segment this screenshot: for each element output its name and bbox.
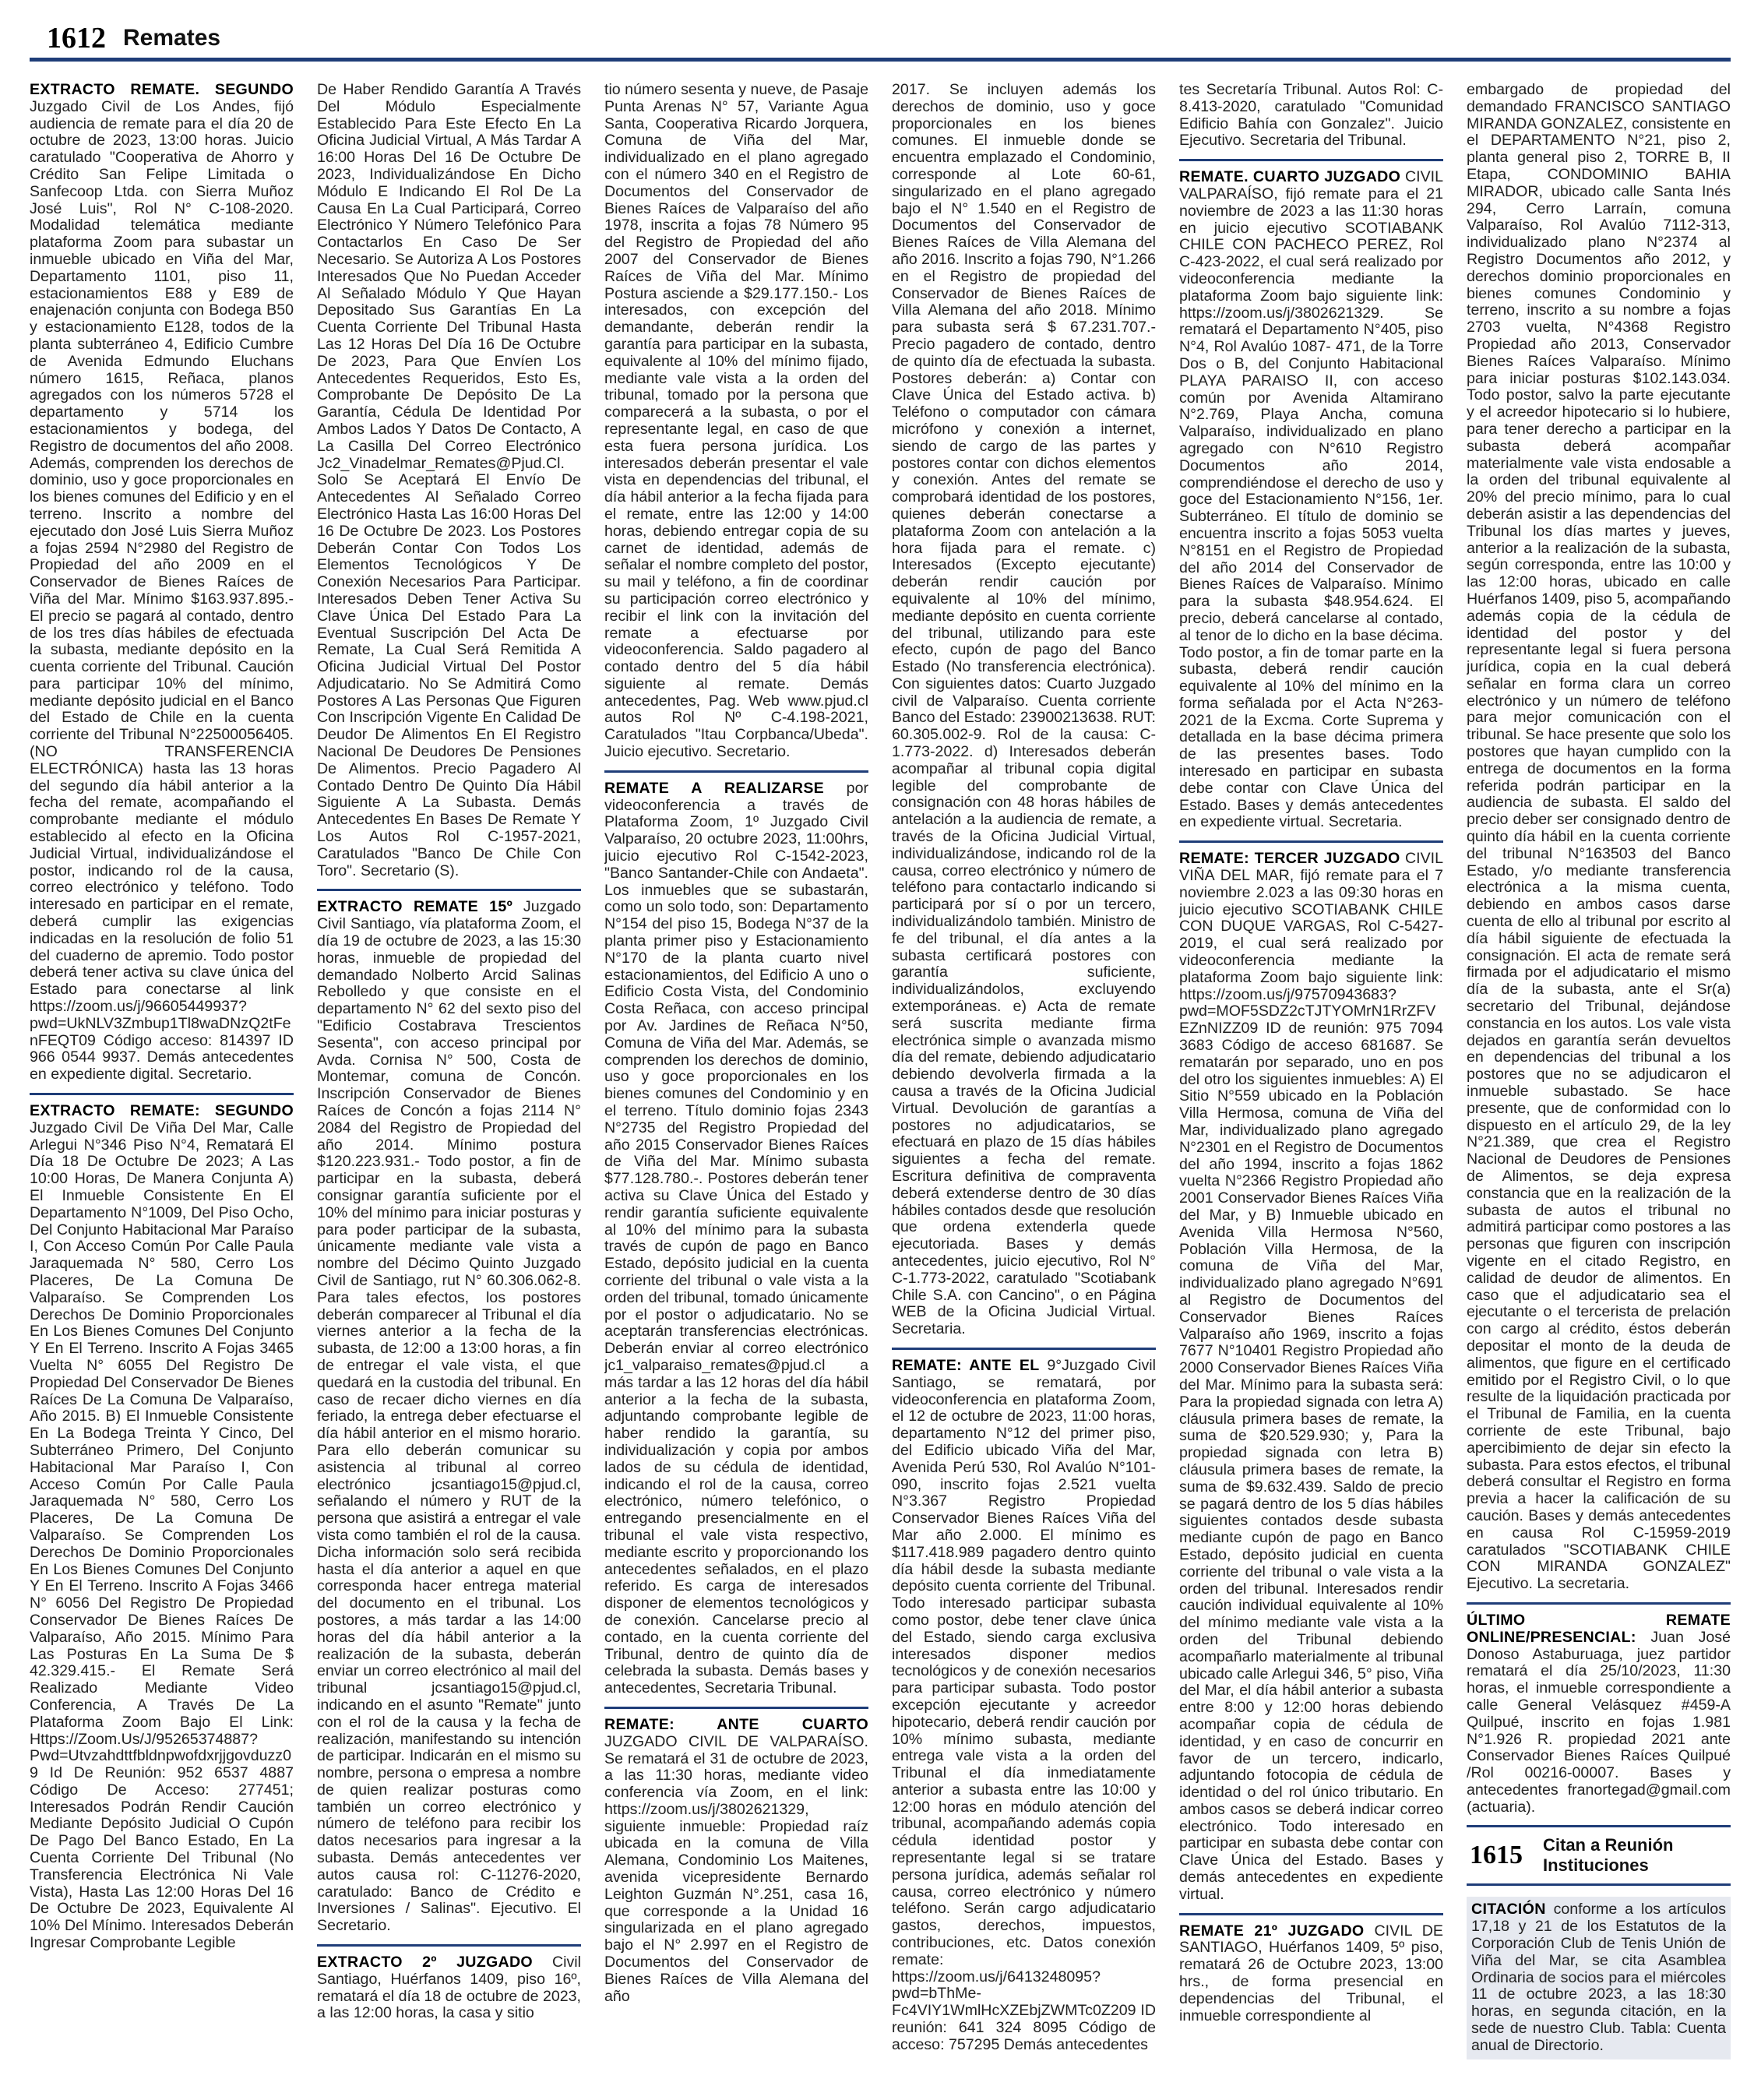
- notice: [30, 1103, 294, 1952]
- notice-body: tes Secretaría Tribunal. Autos Rol: C-8.413-2020, caratulado "Comunidad Edificio Bahía con Gonzalez". Juicio Ejecutivo. Secretaria del Tribunal.: [1179, 82, 1443, 150]
- notice-divider: [1179, 840, 1443, 843]
- notice-lead: EXTRACTO 2º JUZGADO: [317, 1954, 533, 1971]
- notice: [604, 780, 868, 1697]
- notice-lead: EXTRACTO REMATE. SEGUNDO: [30, 82, 294, 98]
- notice-divider: [1179, 159, 1443, 161]
- notice-divider: [30, 1093, 294, 1095]
- notice-body: Juzgado Civil De Viña Del Mar, Calle Arlegui N°346 Piso N°4, Rematará El Día 18 De Octubre De 2023; A Las 10:00 Horas, De Manera Conjunta A) El Inmueble Consistente En El Departamento N°1009, Del Piso Ocho, Del Conjunto Habitacional Mar Paraíso I, Con Acceso Común Por Calle Paula Jaraquemada N° 580, Cerro Los Placeres, De La Comuna De Valparaíso. Se Comprenden Los Derechos De Dominio Proporcionales En Los Bienes Comunes Del Conjunto Y En El Terreno. Inscrito A Fojas 3465 Vuelta N° 6055 Del Registro De Propiedad Del Conservador De Bienes Raíces De La Comuna De Valparaíso, Año 2015. B) El Inmueble Consistente En La Bodega Treinta Y Cinco, Del Subterráneo Primero, Del Conjunto Habitacional Mar Paraíso I, Con Acceso Común Por Calle Paula Jaraquemada N° 580, Cerro Los Placeres, De La Comuna De Valparaíso. Se Comprenden Los Derechos De Dominio Proporcionales En Los Bienes Comunes Del Conjunto Y En El Terreno. Inscrito A Fojas 3466 N° 6056 Del Registro De Propiedad Conservador De Bienes Raíces De Valparaíso, Año 2015. Mínimo Para Las Posturas En La Suma De $ 42.329.415.- El Remate Será Realizado Mediante Video Conferencia, A Través De La Plataforma Zoom Bajo El Link: Https://Zoom.Us/J/95265374887?Pwd=Utvzahdttfbldnpwofdxrjjgovduzz09 Id De Reunión: 952 6537 4887 Código De Acceso: 277451; Interesados Podrán Rendir Caución Mediante Depósito Judicial O Cupón De Pago Del Banco Estado, En La Cuenta Corriente Del Tribunal (No Transferencia Electrónica Ni Vale Vista), Hasta Las 12:00 Horas Del 16 De Octubre De 2023, Equivalente Al 10% Del Mínimo. Interesados Deberán Ingresar Comprobante Legible: [30, 1119, 294, 1952]
- column-1: [30, 82, 294, 2076]
- notice-body: JUZGADO CIVIL DE VALPARAÍSO. Se rematará el 31 de octubre de 2023, a las 11:30 horas, mediante video conferencia vía Zoom, en el link: https://zoom.us/j/3802621329, siguiente inmueble: Propiedad raíz ubicada en la comuna de Villa Alemana, Condominio Los Maitenes, avenida vicepresidente Bernardo Leighton Guzmán N°.251, casa 16, que corresponde a la Unidad 16 singularizada en el plano agregado bajo el N° 2.997 en el Registro de Documentos del Conservador de Bienes Raíces de Villa Alemana del año: [604, 1732, 868, 2005]
- notice-body: tio número sesenta y nueve, de Pasaje Punta Arenas N° 57, Variante Agua Santa, Cooperativa Ricardo Jorquera, Comuna de Viña del Mar, individualizado en el plano agregado con el número 340 en el Registro de Documentos del Conservador de Bienes Raíces de Valparaíso del año 1978, inscrita a fojas 78 Número 95 del Registro de Propiedad del año 2007 del Conservador de Bienes Raíces de Viña del Mar. Mínimo Postura asciende a $29.177.150.- Los interesados, con excepción del demandante, deberán rendir la garantía para participar en la subasta, equivalente al 10% del mínimo fijado, mediante vale vista a la orden del tribunal, tomado por la persona que comparecerá a la subasta, o por el representante legal, en caso de que esta fuera persona jurídica. Los interesados deberán presentar el vale vista en dependencias del tribunal, el día hábil anterior a la fecha fijada para el remate, entre las 12:00 y 14:00 horas, debiendo entregar copia de su carnet de identidad, además de señalar el nombre completo del postor, su mail y teléfono, a fin de coordinar su participación correo electrónico y recibir el link con la invitación del remate a efectuarse por videoconferencia. Saldo pagadero al contado dentro del 5 día hábil siguiente al remate. Demás antecedentes, Pag. Web www.pjud.cl autos Rol Nº C-4.198-2021, Caratulados "Itau Corpbanca/Ubeda". Juicio ejecutivo. Secretario.: [604, 82, 868, 761]
- column-4: [892, 82, 1156, 2076]
- notice-lead: ÚLTIMO REMATE ONLINE/PRESENCIAL:: [1467, 1611, 1731, 1646]
- notice: [317, 1954, 581, 2022]
- column-6: [1467, 82, 1731, 2076]
- notice: [317, 82, 581, 879]
- notice-lead: REMATE. CUARTO JUZGADO: [1179, 168, 1401, 186]
- notice-divider: [604, 1707, 868, 1709]
- notice-divider: [1467, 1602, 1731, 1605]
- notice: [1467, 82, 1731, 1593]
- notice-body: conforme a los artículos 17,18 y 21 de los Estatutos de la Corporación Club de Tenis Unión de Viña del Mar, se cita Asamblea Ordinaria de socios para el miércoles 11 de octubre 2023, a las 18:30 horas, en segunda citación, en la sede de nuestro Club. Tabla: Cuenta anual de Directorio.: [1471, 1901, 1726, 2054]
- notice: [604, 1717, 868, 2006]
- notice-lead: REMATE 21º JUZGADO: [1179, 1922, 1365, 1940]
- notice-divider: [317, 1944, 581, 1947]
- notice: [1179, 1923, 1443, 2025]
- classified-columns: [30, 82, 1731, 2076]
- notice-body: CIVIL VIÑA DEL MAR, fijó remate para el 7 noviembre 2.023 a las 09:30 horas en juicio ejecutivo SCOTIABANK CHILE CON DUQUE VARGAS, Rol C-5427-2019, el cual será realizado por videoconferencia mediante la plataforma Zoom bajo siguiente link: https://zoom.us/j/97570943683?pwd=MOF5SDZ2cTJTYOMrN1RrZFVEZnNIZZ09 ID de reunión: 975 7094 3683 Código de acceso 681687. Se rematarán por separado, uno en pos del otro los siguientes inmuebles: A) El Sitio N°559 ubicado en la Población Villa Hermosa, comuna de Viña del Mar, individualizado plano agregado N°2301 en el Registro de Documentos del año 1994, inscrito a fojas 1862 vuelta N°2366 Registro Propiedad año 2001 Conservador Bienes Raíces Viña del Mar, y B) Inmueble ubicado en Avenida Villa Hermosa N°560, Población Villa Hermosa, de la comuna de Viña del Mar, individualizado plano agregado N°691 al Registro de Documentos del Conservador Bienes Raíces Valparaíso año 1969, inscrito a fojas 7677 N°10401 Registro Propiedad año 2000 Conservador Bienes Raíces Viña del Mar. Mínimo para la subasta será: Para la propiedad signada con letra A) cláusula primera bases de remate, la suma de $20.529.930; y, Para la propiedad signada con letra B) cláusula primera bases de remate, la suma de $9.632.439. Saldo de precio se pagará dentro de los 5 días hábiles siguientes contados desde subasta mediante cupón de pago en Banco Estado, depósito judicial en cuenta corriente del tribunal o vale vista a la orden del tribunal. Interesados rendir caución individual equivalente al 10% del mínimo mediante vale vista a la orden del Tribunal debiendo acompañarlo materialmente al tribunal ubicado calle Arlegui 346, 5° piso, Viña del Mar, el día hábil anterior a subasta entre 8:00 y 12:00 horas debiendo acompañar copia de cédula de identidad, y en caso de concurrir en favor de un tercero, indicarlo, adjuntando fotocopia de cédula de identidad o del rol único tributario. En ambos casos se deberá indicar correo electrónico. Todo interesado en participar en subasta debe contar con Clave Única del Estado. Bases y demás antecedentes en expediente virtual.: [1179, 850, 1443, 1903]
- notice-divider: [604, 770, 868, 773]
- notice: [30, 82, 294, 1083]
- column-5: [1179, 82, 1443, 2076]
- notice-body: 2017. Se incluyen además los derechos de dominio, uso y goce proporcionales en los bienes comunes. El inmueble donde se encuentra emplazado el Condominio, corresponde al Lote 60-61, singularizado en el plano agregado bajo el N° 1.540 en el Registro de Documentos del Conservador de Bienes Raíces de Villa Alemana del año 2016. Inscrito a fojas 790, N°1.266 en el Registro de propiedad del Conservador de Bienes Raíces de Villa Alemana del año 2018. Mínimo para subasta será $ 67.231.707.- Precio pagadero de contado, dentro de quinto día de efectuada la subasta. Postores deberán: a) Contar con Clave Única del Estado activa. b) Teléfono o computador con cámara micrófono y conexión a internet, siendo de cargo de las partes y postores contar con dichos elementos y conexión. Antes del remate se comprobará identidad de los postores, quienes deberán conectarse a plataforma Zoom con antelación a la hora fijada para el remate. c) Interesados (Excepto ejecutante) deberán rendir caución por equivalente al 10% del mínimo, mediante depósito en cuenta corriente del tribunal, utilizando para este efecto, cupón de pago del Banco Estado (No transferencia electrónica). Con siguientes datos: Cuarto Juzgado civil de Valparaíso. Cuenta corriente Banco del Estado: 23900213638. RUT: 60.305.002-9. Rol de la causa: C-1.773-2022. d) Interesados deberán acompañar al tribunal copia digital legible del comprobante de consignación con 48 horas hábiles de antelación a la audiencia de remate, a través de la Oficina Judicial Virtual, individualizándose, indicando rol de la causa, correo electrónico y número de teléfono para contactarlo indicando si participará por sí o por un tercero, individualizándolo también. Ministro de fe del tribunal, el día antes a la subasta certificará postores con garantía suficiente, individualizándolos, excluyendo extemporáneas. e) Acta de remate será suscrita mediante firma electrónica simple o avanzada mismo día del remate, debiendo adjudicatario debiendo devolverla firmada a la causa a través de la Oficina Judicial Virtual. Devolución de garantías a postores no adjudicatarios, se efectuará en plazo de 15 días hábiles siguientes a fecha del remate. Escritura definitiva de compraventa deberá extenderse dentro de 30 días hábiles contados desde que resolución que ordena extenderla quede ejecutoriada. Bases y demás antecedentes, juicio ejecutivo, Rol N° C-1.773-2022, caratulado "Scotiabank Chile S.A. con Cancino", o en Página WEB de la Oficina Judicial Virtual. Secretaria.: [892, 82, 1156, 1338]
- notice-lead: EXTRACTO REMATE 15º: [317, 898, 513, 916]
- notice: [1179, 851, 1443, 1903]
- section-header-1615: [1467, 1825, 1731, 1886]
- notice-body: 9°Juzgado Civil Santiago, se rematará, por videoconferencia en plataforma Zoom, el 12 de octubre de 2023, 11:00 horas, departamento N°12 del primer piso, del Edificio ubicado Viña del Mar, Avenida Perú 530, Rol Avalúo N°101-090, inscrito fojas 2.521 vuelta N°3.367 Registro Propiedad Conservador Bienes Raíces Viña del Mar año 2.000. El mínimo es $117.418.989 pagadero dentro quinto día hábil desde la subasta mediante depósito cuenta corriente del Tribunal. Todo interesado participar subasta como postor, debe tener clave única del Estado, siendo carga exclusiva interesados disponer medios tecnológicos y de conexión necesarios para participar subasta. Todo postor excepción ejecutante y acreedor hipotecario, deberá rendir caución por 10% mínimo subasta, mediante entrega vale vista a la orden del Tribunal el día inmediatamente anterior a subasta entre las 10:00 y 12:00 horas en módulo atención del tribunal, acompañando además copia cédula identidad postor y representante legal si se tratare persona jurídica, además señalar rol causa, correo electrónico y número teléfono. Serán cargo adjudicatario gastos, derechos, impuestos, contribuciones, etc. Datos conexión remate: https://zoom.us/j/6413248095?pwd=bThMe-Fc4VIY1WmlHcXZEbjZWMTc0Z209 ID reunión: 641 324 8095 Código de acceso: 757295 Demás antecedentes: [892, 1356, 1156, 2053]
- notice-divider: [892, 1348, 1156, 1350]
- section-code: 1615: [1470, 1841, 1523, 1870]
- notice: [1467, 1612, 1731, 1816]
- notice-body: embargado de propiedad del demandado FRANCISCO SANTIAGO MIRANDA GONZALEZ, consistente en el DEPARTAMENTO N°21, piso 2, planta general piso 2, TORRE B, II Etapa, CONDOMINIO BAHIA MIRADOR, ubicado calle Santa Inés 294, Cerro Larraín, comuna Valparaíso, Rol Avalúo 7112-313, individualizado plano N°2374 al Registro Documentos año 2012, y derechos dominio proporcionales en bienes comunes Condominio y terreno, inscrito a su nombre a fojas 2703 vuelta, N°4368 Registro Propiedad año 2013, Conservador Bienes Raíces Valparaíso. Mínimo para iniciar posturas $102.143.034. Todo postor, salvo la parte ejecutante y el acreedor hipotecario si lo hubiere, para tener derecho a participar en la subasta deberá acompañar materialmente vale vista endosable a la orden del tribunal equivalente al 20% del precio mínimo, para lo cual deberán asistir a las dependencias del Tribunal los días martes y jueves, anterior a la realización de la subasta, según corresponda, entre las 10:00 y las 12:00 horas, ubicado en calle Huérfanos 1409, piso 5, acompañando además copia de la cédula de identidad del postor y del representante legal si fuera persona jurídica, copia en la cual deberá señalar en forma clara un correo electrónico y un número de teléfono para mejor comunicación con el tribunal. Se hace presente que solo los postores que hayan cumplido con la entrega de documentos en la forma referida podrán participar en la audiencia de subasta. El saldo del precio deber ser consignado dentro de quinto día hábil en la cuenta corriente del tribunal N°163503 del Banco Estado, y/o mediante transferencia electrónica a la misma cuenta, debiendo en ambos casos darse cuenta de ello al tribunal por escrito al día hábil siguiente de efectuada la consignación. El acta de remate será firmada por el adjudicatario el mismo día de la subasta, ante el Sr(a) secretario del Tribunal, dejándose constancia en los autos. Los vale vista dejados en garantía serán devueltos en dependencias del tribunal a los postores que no se adjudicaron el inmueble subastado. Se hace presente, que de conformidad con lo dispuesto en el artículo 29, de la ley N°21.389, que crea el Registro Nacional de Deudores de Pensiones de Alimentos, se deja expresa constancia que en la realización de la subasta de autos el tribunal no admitirá participar como postores a las personas que figuren con inscripción vigente en el citado Registro, en calidad de deudor de alimentos. En caso que el adjudicatario sea el ejecutante o el tercerista de prelación con cargo al crédito, éstos deberán depositar el monto de la deuda de alimentos, que figure en el certificado emitido por el Registro Civil, o lo que resulte de la liquidación practicada por el Tribunal de Familia, en la cuenta corriente de este Tribunal, bajo apercibimiento de dejar sin efecto la subasta. Para estos efectos, el tribunal deberá consultar el Registro en forma previa a hacer la calificación de su caución. Bases y demás antecedentes en causa Rol C-15959-2019 caratulados "SCOTIABANK CHILE CON MIRANDA GONZALEZ" Ejecutivo. La secretaria.: [1467, 82, 1731, 1593]
- notice: [892, 1358, 1156, 2054]
- notice-body: Civil Santiago, Huérfanos 1409, piso 16º, rematará el día 18 de octubre de 2023, a las 12:00 horas, la casa y sitio: [317, 1954, 581, 2022]
- notice: [1179, 169, 1443, 831]
- notice-lead: REMATE: ANTE EL: [892, 1356, 1040, 1374]
- notice-divider: [317, 889, 581, 891]
- notice-body: por videoconferencia a través de Plataforma Zoom, 1º Juzgado Civil Valparaíso, 20 octubre 2023, 11:00hrs, juicio ejecutivo Rol C-1542-2023, "Banco Santander-Chile con Andaeta". Los inmuebles que se subastarán, como un solo todo, son: Departamento N°154 del piso 15, Bodega N°37 de la planta primer piso y Estacionamiento N°170 de la planta cuarto nivel estacionamientos, del Edificio A uno o Edificio Costa Vista, del Condominio Costa Reñaca, con acceso principal por Av. Jardines de Reñaca N°50, Comuna de Viña del Mar. Además, se comprenden los derechos de dominio, uso y goce proporcionales en los bienes comunes del Condominio y en el terreno. Título dominio fojas 2343 N°2735 del Registro Propiedad del año 2015 Conservador Bienes Raíces de Viña del Mar. Mínimo subasta $77.128.780.-. Postores deberán tener activa su Clave Única del Estado y rendir garantía suficiente equivalente al 10% del mínimo para la subasta través de cupón de pago en Banco Estado, depósito judicial en la cuenta corriente del tribunal o vale vista a la orden del tribunal, tomado únicamente por el postor o adjudicatario. No se aceptarán transferencias electrónicas. Deberán enviar al correo electrónico jc1_valparaiso_remates@pjud.cl a más tardar a las 12 horas del día hábil anterior a la fecha de la subasta, adjuntando comprobante legible de haber rendido la garantía, su individualización y copia por ambos lados de su cédula de identidad, indicando el rol de la causa, correo electrónico, número telefónico, o entregando presencialmente en el tribunal el vale vista respectivo, mediante escrito y proporcionando los antecedentes señalados, en el plazo referido. Es carga de interesados disponer de elementos tecnológicos y de conexión. Cancelarse precio al contado, en la cuenta corriente del Tribunal, dentro de quinto día de celebrada la subasta. Demás bases y antecedentes, Secretaria Tribunal.: [604, 779, 868, 1697]
- citacion-notice: [1467, 1897, 1731, 2059]
- notice-body: Juan José Donoso Astaburuaga, juez partidor rematará el día 25/10/2023, 11:30 horas, el inmueble correspondiente a calle General Velásquez #459-A Quilpué, inscrito en fojas 1.981 N°1.926 R. propiedad 2021 ante Conservador Bienes Raíces Quilpué /Rol 00216-00007. Bases y antecedentes franortegad@gmail.com (actuaria).: [1467, 1628, 1731, 1816]
- notice-lead: REMATE: TERCER JUZGADO: [1179, 850, 1400, 868]
- notice-lead: REMATE: ANTE CUARTO: [604, 1715, 868, 1733]
- notice-body: De Haber Rendido Garantía A Través Del Módulo Especialmente Establecido Para Este Efecto En La Oficina Judicial Virtual, A Más Tardar A 16:00 Horas Del 16 De Octubre De 2023, Individualizándose En Dicho Módulo E Indicando El Rol De La Causa En La Cual Participará, Correo Electrónico Y Número Telefónico Para Contactarlos En Caso De Ser Necesario. Se Autoriza A Los Postores Interesados Que No Puedan Acceder Al Señalado Módulo Y Que Hayan Depositado Sus Garantías En La Cuenta Corriente Del Tribunal Hasta Las 12 Horas Del Día 16 De Octubre De 2023, Para Que Envíen Los Antecedentes Requeridos, Esto Es, Comprobante De Depósito De La Garantía, Cédula De Identidad Por Ambos Lados Y Datos De Contacto, A La Casilla Del Correo Electrónico Jc2_Vinadelmar_Remates@Pjud.Cl. Solo Se Aceptará El Envío De Antecedentes Al Señalado Correo Electrónico Hasta Las 16:00 Horas Del 16 De Octubre De 2023. Los Postores Deberán Contar Con Todos Los Elementos Tecnológicos Y De Conexión Necesarios Para Participar. Interesados Deben Tener Activa Su Clave Única Del Estado Para La Eventual Suscripción Del Acta De Remate, La Cual Será Remitida A Oficina Judicial Virtual Del Postor Adjudicatario. No Se Admitirá Como Postores A Las Personas Que Figuren Con Inscripción Vigente En Calidad De Deudor De Alimentos En El Registro Nacional De Deudores De Pensiones De Alimentos. Precio Pagadero Al Contado Dentro De Quinto Día Hábil Siguiente A La Subasta. Demás Antecedentes En Bases De Remate Y Los Autos Rol C-1957-2021, Caratulados "Banco De Chile Con Toro". Secretario (S).: [317, 82, 581, 879]
- notice-lead: CITACIÓN: [1471, 1901, 1546, 1919]
- section-title: Citan a Reunión Instituciones: [1543, 1835, 1674, 1876]
- notice-body: Juzgado Civil Santiago, vía plataforma Zoom, el día 19 de octubre de 2023, a las 15:30 horas, inmueble de propiedad del demandado Nolberto Arcid Salinas Rebolledo y que consiste en el departamento N° 62 del sexto piso del "Edificio Costabrava Trescientos Sesenta", con acceso principal por Avda. Cornisa N° 500, Costa de Montemar, comuna de Concón. Inscripción Conservador de Bienes Raíces de Concón a fojas 2114 N° 2084 del Registro de Propiedad del año 2014. Mínimo postura $120.223.931.- Todo postor, a fin de participar en la subasta, deberá consignar garantía suficiente por el 10% del mínimo para iniciar posturas y para poder participar de la subasta, únicamente mediante vale vista a nombre del Décimo Quinto Juzgado Civil de Santiago, rut N° 60.306.062-8. Para tales efectos, los postores deberán comparecer al Tribunal el día viernes anterior a la fecha de la subasta, de 12:00 a 13:00 horas, a fin de entregar el vale vista, el que quedará en la custodia del tribunal. En caso de recaer dicho viernes en día feriado, la entrega deber efectuarse el día hábil anterior en el mismo horario. Para ello deberán comunicar su asistencia al tribunal al correo electrónico jcsantiago15@pjud.cl, señalando el número y RUT de la persona que asistirá a entregar el vale vista como también el rol de la causa. Dicha información solo será recibida hasta el día anterior a aquel en que corresponda hacer entrega material del documento en el tribunal. Los postores, a más tardar a las 14:00 horas del día hábil anterior a la realización de la subasta, deberán enviar un correo electrónico al mail del tribunal jcsantiago15@pjud.cl, indicando en el asunto "Remate" junto con el rol de la causa y la fecha de realización, manifestando su intención de participar. Indicarán en el mismo su nombre, persona o empresa a nombre de quien realizar posturas como también un correo electrónico y número de teléfono para recibir los datos necesarios para ingresar a la subasta. Demás antecedentes ver autos causa rol: C-11276-2020, caratulado: Banco de Crédito e Inversiones / Salinas". Ejecutivo. El Secretario.: [317, 898, 581, 1935]
- section-title: Remates: [123, 25, 221, 51]
- notice-lead: REMATE A REALIZARSE: [604, 779, 825, 797]
- section-code: 1612: [47, 22, 106, 55]
- notice: [1179, 82, 1443, 150]
- notice: [892, 82, 1156, 1338]
- notice-lead: EXTRACTO REMATE: SEGUNDO: [30, 1102, 294, 1120]
- notice: [604, 82, 868, 761]
- notice-body: Juzgado Civil de Los Andes, fijó audiencia de remate para el día 20 de octubre de 2023, 13:00 horas. Juicio caratulado "Cooperativa de Ahorro y Crédito San Felipe Limitada o Sanfecoop Ltda. con Sierra Muñoz José Luis", Rol N° C-108-2020. Modalidad telemática mediante plataforma Zoom para subastar un inmueble ubicado en Viña del Mar, Departamento 1101, piso 11, estacionamientos E88 y E89 de enajenación conjunta con Bodega B50 y estacionamiento E128, todos de la planta subterráneo 4, Edificio Cumbre de Avenida Edmundo Eluchans número 1615, Reñaca, planos agregados con los números 5728 el departamento y 5714 los estacionamientos y bodega, del Registro de documentos del año 2008. Además, comprenden los derechos de dominio, uso y goce proporcionales en los bienes comunes del Edificio y en el terreno. Inscrito a nombre del ejecutado don José Luis Sierra Muñoz a fojas 2594 N°2980 del Registro de Propiedad del año 2009 en el Conservador de Bienes Raíces de Viña del Mar. Mínimo $163.937.895.- El precio se pagará al contado, dentro de los tres días hábiles de efectuada la subasta, mediante depósito en la cuenta corriente del Tribunal. Caución para participar 10% del mínimo, mediante depósito judicial en el Banco del Estado de Chile en la cuenta corriente del Tribunal N°22500056405. (NO TRANSFERENCIA ELECTRÓNICA) hasta las 13 horas del segundo día hábil anterior a la fecha del remate, acompañando el comprobante mediante el módulo establecido al efecto en la Oficina Judicial Virtual, individualizándose el postor, indicando rol de la causa, correo electrónico y teléfono. Todo interesado en participar en el remate, deberá cumplir las exigencias indicadas en la resolución de folio 51 del cuaderno de apremio. Todo postor deberá tener activa su clave única del Estado para conectarse al link https://zoom.us/j/96605449937?pwd=UkNLV3Zmbup1Tl8waDNzQ2tFenFEQT09 Código acceso: 814397 ID 966 0544 9937. Demás antecedentes en expediente digital. Secretario.: [30, 97, 294, 1083]
- notice-body: CIVIL VALPARAÍSO, fijó remate para el 21 noviembre de 2023 a las 11:30 horas en juicio ejecutivo SCOTIABANK CHILE CON PACHECO PEREZ, Rol C-423-2022, el cual será realizado por videoconferencia mediante la plataforma Zoom bajo siguiente link: https://zoom.us/j/3802621329. Se rematará el Departamento N°405, piso N°4, Rol Avalúo 1087- 471, de la Torre Dos o B, del Conjunto Habitacional PLAYA PARAISO II, con acceso común por Avenida Altamirano N°2.769, Playa Ancha, comuna Valparaíso, individualizado en plano agregado con N°610 Registro Documentos año 2014, comprendiéndose el derecho de uso y goce del Estacionamiento N°156, 1er. Subterráneo. El título de dominio se encuentra inscrito a fojas 5053 vuelta N°8151 en el Registro de Propiedad del año 2014 del Conservador de Bienes Raíces de Valparaíso. Mínimo para la subasta $48.954.624. El precio, deberá cancelarse al contado, al tenor de lo dicho en la base décima. Todo postor, a fin de tomar parte en la subasta, deberá rendir caución equivalente al 10% del mínimo en la forma señalada por el Acta N°263- 2021 de la Excma. Corte Suprema y detallada en la base décima primera de las presentes bases. Todo interesado en participar en subasta debe contar con Clave Única del Estado. Bases y demás antecedentes en expediente virtual. Secretaria.: [1179, 168, 1443, 831]
- column-2: [317, 82, 581, 2076]
- notice-body: CIVIL DE SANTIAGO, Huérfanos 1409, 5º piso, rematará 26 de Octubre 2023, 13:00 hrs., de forma presencial en dependencias del Tribunal, el inmueble correspondiente al: [1179, 1922, 1443, 2024]
- notice-divider: [1179, 1913, 1443, 1915]
- column-3: [604, 82, 868, 2076]
- section-header: [30, 19, 1731, 62]
- notice: [317, 899, 581, 1935]
